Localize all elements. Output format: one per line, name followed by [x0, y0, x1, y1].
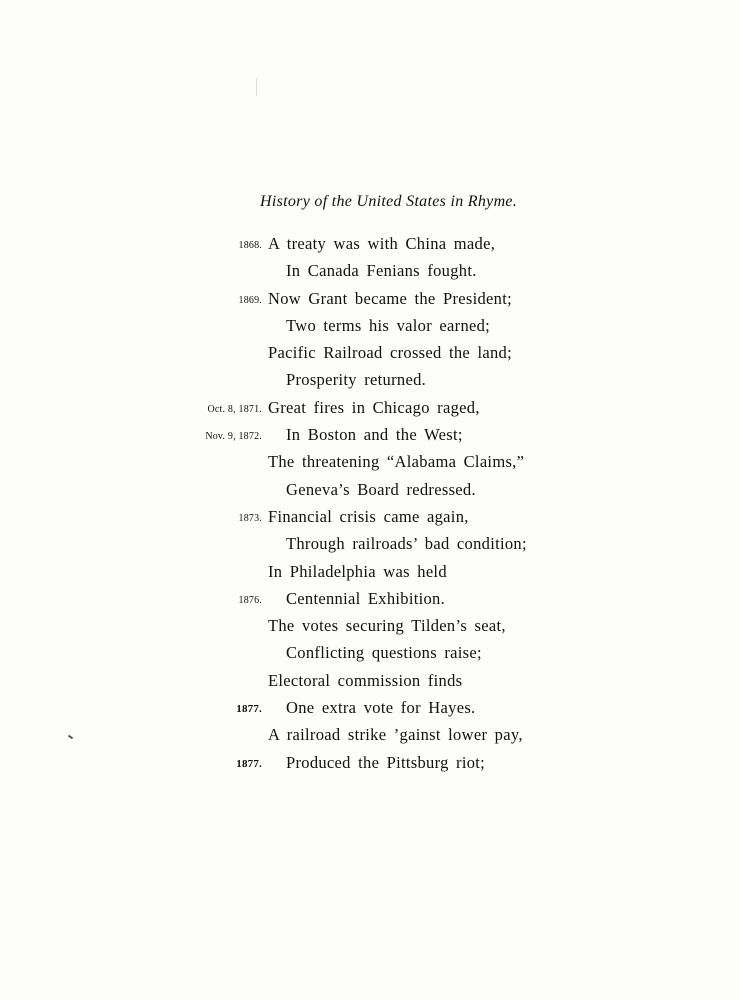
- poem-line: [0, 696, 740, 723]
- margin-date: 1876.: [238, 594, 262, 606]
- verse-text: Prosperity returned.: [286, 370, 427, 390]
- poem-line: [0, 669, 740, 696]
- poem-line: [0, 314, 740, 341]
- margin-date: 1868.: [238, 240, 262, 251]
- verse-text: Produced the Pittsburg riot;: [286, 752, 486, 772]
- poem-line: [0, 396, 740, 423]
- verse-text: In Philadelphia was held: [268, 561, 447, 581]
- poem-line: [0, 341, 740, 368]
- margin-date: 1877.: [236, 757, 262, 770]
- verse-text: A railroad strike ’gainst lower pay,: [268, 725, 523, 745]
- verse-text: Pacific Railroad crossed the land;: [268, 343, 512, 363]
- margin-date: 1869.: [238, 294, 262, 306]
- verse-text: Now Grant became the President;: [268, 288, 512, 308]
- verse-text: One extra vote for Hayes.: [286, 698, 476, 718]
- poem-line: [0, 532, 740, 559]
- verse-text: Electoral commission finds: [268, 670, 463, 690]
- poem-line: [0, 450, 740, 477]
- poem-body: [0, 232, 740, 778]
- verse-text: Two terms his valor earned;: [286, 315, 491, 335]
- running-title: History of the United States in Rhyme.: [260, 193, 518, 210]
- verse-text: Conflicting questions raise;: [286, 643, 482, 663]
- poem-line: [0, 259, 740, 286]
- poem-line: [0, 587, 740, 614]
- poem-line: [0, 641, 740, 668]
- poem-line: [0, 723, 740, 750]
- poem-line: [0, 560, 740, 587]
- poem-line: [0, 232, 740, 259]
- poem-line: [0, 368, 740, 395]
- margin-date: Oct. 8, 1871.: [207, 403, 262, 415]
- poem-line: [0, 751, 740, 778]
- verse-text: Financial crisis came again,: [268, 506, 469, 526]
- margin-date: Nov. 9, 1872.: [205, 431, 262, 443]
- poem-line: [0, 478, 740, 505]
- poem-line: [0, 423, 740, 450]
- poem-line: [0, 614, 740, 641]
- poem-line: [0, 505, 740, 532]
- verse-text: In Canada Fenians fought.: [286, 261, 477, 281]
- verse-text: Centennial Exhibition.: [286, 588, 445, 608]
- verse-text: Geneva’s Board redressed.: [286, 479, 476, 499]
- verse-text: In Boston and the West;: [286, 425, 463, 445]
- paper-mark: [256, 78, 257, 96]
- margin-date: 1873.: [238, 512, 262, 524]
- verse-text: A treaty was with China made,: [268, 234, 496, 253]
- poem-line: [0, 287, 740, 314]
- verse-text: The threatening “Alabama Claims,”: [268, 452, 525, 472]
- margin-date: 1877.: [236, 703, 262, 716]
- verse-text: Great fires in Chicago raged,: [268, 397, 480, 417]
- verse-text: The votes securing Tilden’s seat,: [268, 616, 506, 636]
- verse-text: Through railroads’ bad condition;: [286, 534, 527, 554]
